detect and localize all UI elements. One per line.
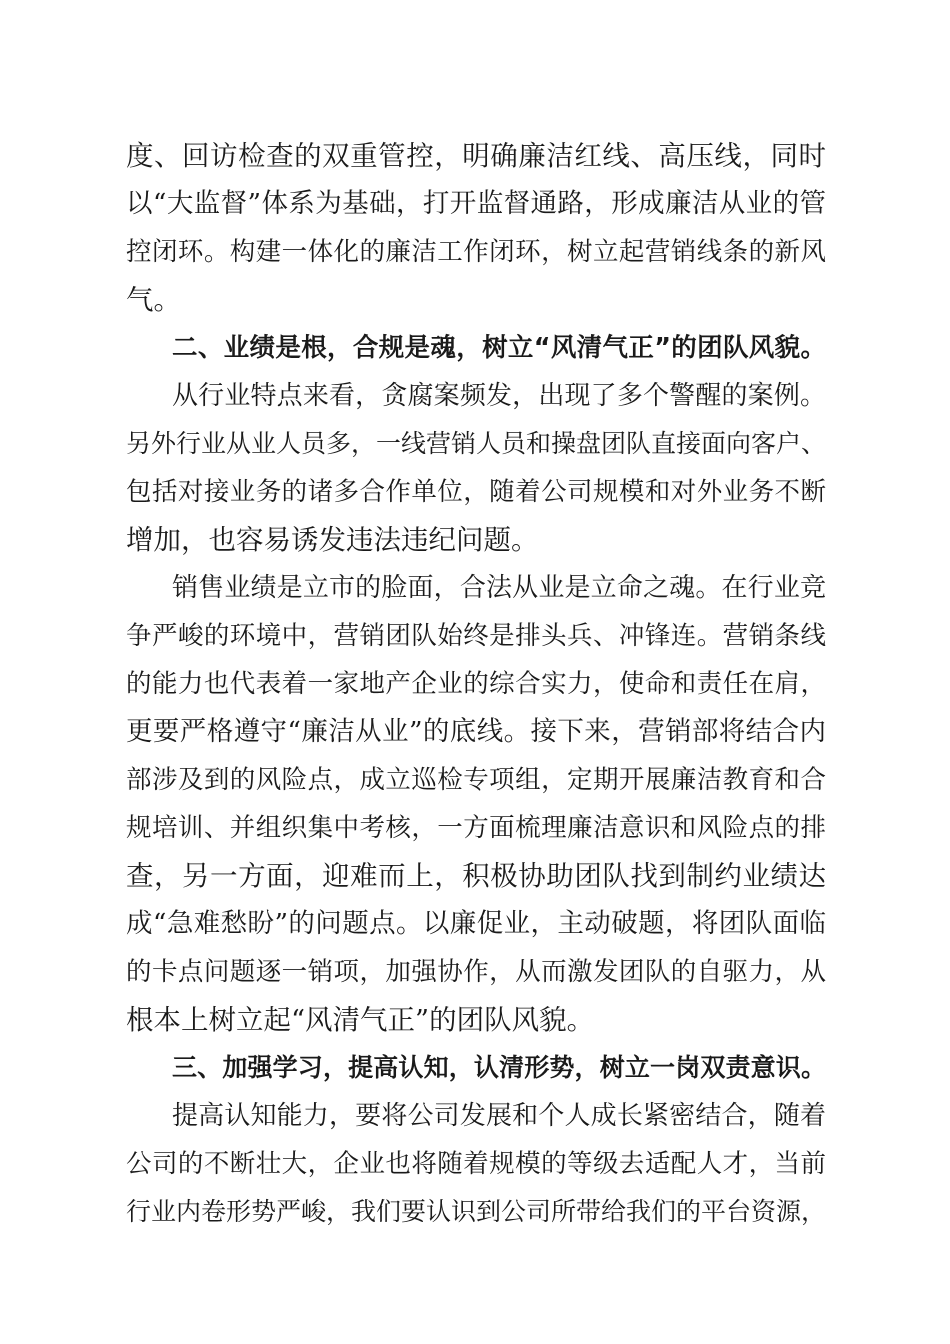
section-2-para-2-line-5: 部涉及到的风险点，成立巡检专项组，定期开展廉洁教育和合 [126, 765, 826, 795]
fragment-line-2: 以“大监督”体系为基础，打开监督通路，形成廉洁从业的管 [126, 188, 826, 219]
fragment-line-1: 度、回访检查的双重管控，明确廉洁红线、高压线，同时 [126, 140, 826, 172]
section-2-para-1-line-2: 另外行业从业人员多，一线营销人员和操盘团队直接面向客户、 [126, 429, 827, 458]
section-2-para-2-line-3: 的能力也代表着一家地产企业的综合实力，使命和责任在肩， [126, 669, 826, 699]
section-2-para-2-line-1: 销售业绩是立市的脸面，合法从业是立命之魂。在行业竞 [172, 573, 826, 603]
section-2-para-1-line-3: 包括对接业务的诸多合作单位，随着公司规模和对外业务不断 [126, 477, 826, 507]
section-2-para-1-line-4: 增加，也容易诱发违法违纪问题。 [126, 524, 539, 556]
fragment-line-4: 气。 [126, 284, 181, 316]
section-2-para-2-line-8: 成“急难愁盼”的问题点。以廉促业，主动破题，将团队面临 [126, 908, 826, 939]
section-2-para-2-line-6: 规培训、并组织集中考核，一方面梳理廉洁意识和风险点的排 [126, 813, 826, 843]
section-2-heading: 二、业绩是根，合规是魂，树立“风清气正”的团队风貌。 [172, 333, 826, 363]
section-2-para-2-line-4: 更要严格遵守“廉洁从业”的底线。接下来，营销部将结合内 [126, 716, 826, 747]
section-3-para-1-line-2: 公司的不断壮大，企业也将随着规模的等级去适配人才，当前 [126, 1149, 826, 1179]
section-2-para-2-line-10: 根本上树立起“风清气正”的团队风貌。 [126, 1004, 595, 1036]
section-2-para-1-line-1: 从行业特点来看，贪腐案频发，出现了多个警醒的案例。 [172, 381, 826, 411]
section-2-para-2-line-7: 查，另一方面，迎难而上，积极协助团队找到制约业绩达 [126, 860, 826, 892]
section-2-para-2-line-2: 争严峻的环境中，营销团队始终是排头兵、冲锋连。营销条线 [126, 621, 826, 651]
section-3-para-1-line-3: 行业内卷形势严峻，我们要认识到公司所带给我们的平台资源， [126, 1197, 827, 1226]
section-2-para-2-line-9: 的卡点问题逐一销项，加强协作，从而激发团队的自驱力，从 [126, 957, 826, 987]
fragment-line-3: 控闭环。构建一体化的廉洁工作闭环，树立起营销线条的新风 [126, 237, 826, 267]
section-3-para-1-line-1: 提高认知能力，要将公司发展和个人成长紧密结合，随着 [172, 1101, 826, 1131]
section-3-heading: 三、加强学习，提高认知，认清形势，树立一岗双责意识。 [172, 1053, 826, 1082]
